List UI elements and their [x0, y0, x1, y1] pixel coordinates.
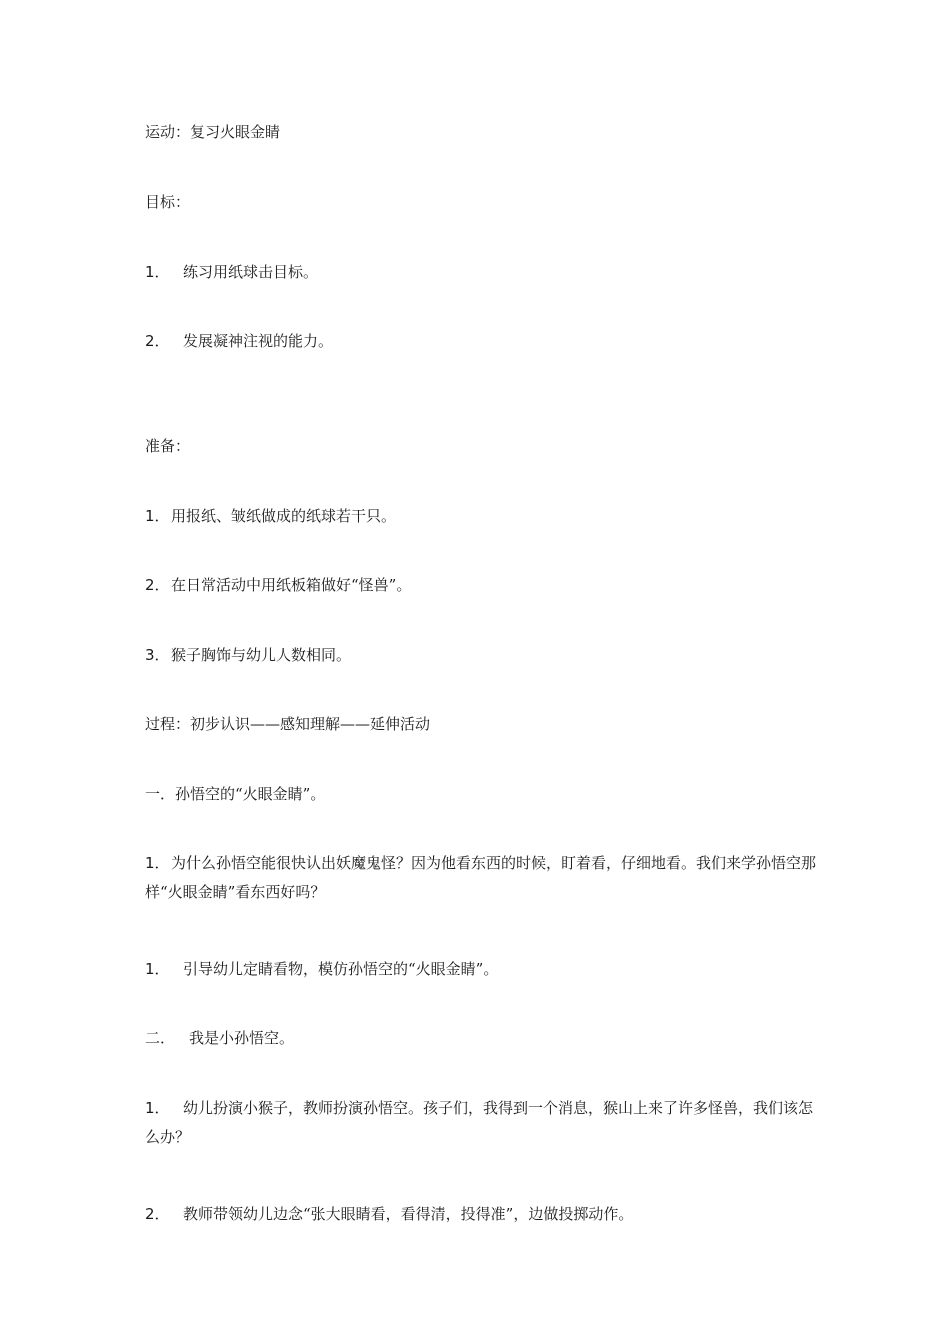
- doc-title: 运动：复习火眼金睛: [145, 123, 281, 141]
- item-number: 2．: [145, 1205, 170, 1223]
- prep-number: 2．: [145, 576, 170, 594]
- prep-text: 猴子胸饰与幼儿人数相同。: [171, 646, 352, 664]
- goal-text: 发展凝神注视的能力。: [183, 332, 334, 350]
- section1-item: [145, 958, 825, 980]
- prep-number: 1．: [145, 507, 170, 525]
- section1-heading: 一．孙悟空的“火眼金睛”。: [145, 785, 326, 803]
- section2-title: 我是小孙悟空。: [189, 1029, 295, 1047]
- section2-item: [145, 1094, 825, 1152]
- item-number: 1．: [145, 960, 170, 978]
- item-text: 幼儿扮演小猴子，教师扮演孙悟空。孩子们，我得到一个消息，猴山上来了许多怪兽，我们该怎么办？: [145, 1099, 814, 1146]
- prep-number: 3．: [145, 646, 170, 664]
- section2-item: [145, 1203, 825, 1225]
- process-line: 过程：初步认识——感知理解——延伸活动: [145, 715, 431, 733]
- goal-number: 2．: [145, 332, 170, 350]
- item-text: 为什么孙悟空能很快认出妖魔鬼怪？因为他看东西的时候，盯着看，仔细地看。我们来学孙悟空那样“火眼金睛”看东西好吗？: [145, 854, 817, 901]
- section1-item: [145, 849, 825, 907]
- item-number: 1．: [145, 1099, 170, 1117]
- goal-text: 练习用纸球击目标。: [183, 263, 319, 281]
- item-text: 引导幼儿定睛看物，模仿孙悟空的“火眼金睛”。: [183, 960, 499, 978]
- section2-heading: [145, 1027, 825, 1049]
- goal-number: 1．: [145, 263, 170, 281]
- item-text: 教师带领幼儿边念“张大眼睛看，看得清，投得准”，边做投掷动作。: [183, 1205, 634, 1223]
- prep-item: [145, 644, 825, 666]
- prep-text: 在日常活动中用纸板箱做好“怪兽”。: [171, 576, 412, 594]
- prep-item: [145, 505, 825, 527]
- section2-number: 二．: [145, 1029, 176, 1047]
- goal-item: [145, 261, 825, 283]
- item-number: 1．: [145, 854, 170, 872]
- prep-item: [145, 574, 825, 596]
- prep-text: 用报纸、皱纸做成的纸球若干只。: [171, 507, 397, 525]
- goal-item: [145, 330, 825, 352]
- prep-heading: 准备：: [145, 437, 191, 455]
- goals-heading: 目标：: [145, 193, 191, 211]
